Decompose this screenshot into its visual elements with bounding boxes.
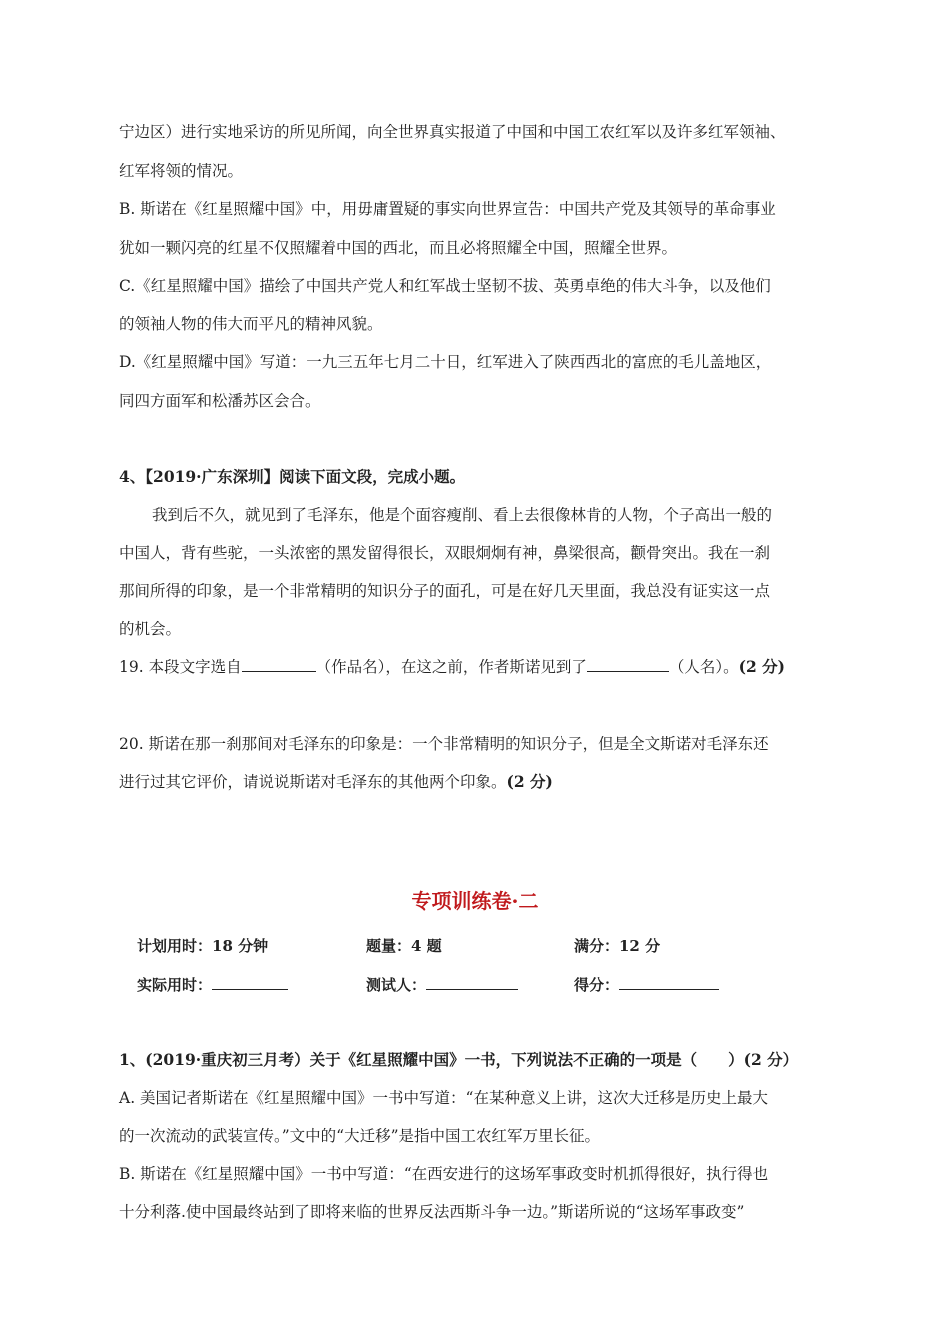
q3-option-d-line1: D.《红星照耀中国》写道：一九三五年七月二十日，红军进入了陕西西北的富庶的毛儿盖地区， xyxy=(119,353,772,371)
q3-option-b-line1: B. 斯诺在《红星照耀中国》中，用毋庸置疑的事实向世界宣告：中国共产党及其领导的革命事业 xyxy=(119,200,776,218)
q20-score: (2 分) xyxy=(506,772,553,791)
tester-label: 测试人： xyxy=(366,976,427,994)
actual-time-blank[interactable] xyxy=(212,975,288,990)
section-title: 专项训练卷·二 xyxy=(411,889,539,913)
q3-option-d-line2: 同四方面军和松潘苏区会合。 xyxy=(119,392,321,410)
q20-line2 xyxy=(119,772,553,792)
q3-option-a-line1: 宁边区）进行实地采访的所见所闻，向全世界真实报道了中国和中国工农红军以及许多红军领袖、 xyxy=(119,123,786,141)
score-row xyxy=(574,975,719,995)
q4-passage-line3: 那间所得的印象，是一个非常精明的知识分子的面孔，可是在好几天里面，我总没有证实这一点 xyxy=(119,582,771,600)
s2-q1-option-b-line2: 十分利落.使中国最终站到了即将来临的世界反法西斯斗争一边。”斯诺所说的“这场军事政变” xyxy=(119,1203,745,1221)
q19-score: (2 分) xyxy=(738,657,785,676)
q4-passage-line4: 的机会。 xyxy=(119,620,182,638)
actual-time-row xyxy=(137,975,288,995)
q19-line xyxy=(119,657,785,677)
s2-q1-option-b-line1: B. 斯诺在《红星照耀中国》一书中写道：“在西安进行的这场军事政变时机抓得很好，执行得也 xyxy=(119,1165,769,1183)
q4-passage-line1: 我到后不久，就见到了毛泽东，他是个面容瘦削、看上去很像林肯的人物，个子高出一般的 xyxy=(152,506,773,524)
q19-text-part1: 19. 本段文字选自 xyxy=(119,658,242,676)
q4-heading: 4、【2019·广东深圳】阅读下面文段，完成小题。 xyxy=(119,467,466,486)
q3-option-a-line2: 红军将领的情况。 xyxy=(119,162,244,180)
q3-option-c-line2: 的领袖人物的伟大而平凡的精神风貌。 xyxy=(119,315,383,333)
q3-option-b-line2: 犹如一颗闪亮的红星不仅照耀着中国的西北，而且必将照耀全中国，照耀全世界。 xyxy=(119,239,678,257)
q20-line1: 20. 斯诺在那一刹那间对毛泽东的印象是：一个非常精明的知识分子，但是全文斯诺对毛泽东还 xyxy=(119,735,769,753)
q20-text: 进行过其它评价，请说说斯诺对毛泽东的其他两个印象。 xyxy=(119,773,507,791)
q4-passage-line2: 中国人，背有些驼，一头浓密的黑发留得很长，双眼炯炯有神，鼻梁很高，颧骨突出。我在一刹 xyxy=(119,544,771,562)
s2-q1-heading: 1、(2019·重庆初三月考）关于《红星照耀中国》一书，下列说法不正确的一项是（ ）(2 分） xyxy=(119,1050,799,1069)
tester-row xyxy=(366,975,518,995)
q19-text-part3: （人名）。 xyxy=(668,658,739,676)
q3-option-c-line1: C.《红星照耀中国》描绘了中国共产党人和红军战士坚韧不拔、英勇卓绝的伟大斗争，以及他们 xyxy=(119,277,771,295)
q19-text-part2: （作品名），在这之前，作者斯诺见到了 xyxy=(315,658,587,676)
s2-q1-option-a-line2: 的一次流动的武装宣传。”文中的“大迁移”是指中国工农红军万里长征。 xyxy=(119,1127,601,1145)
score-label: 得分： xyxy=(574,976,620,994)
q19-blank-work[interactable] xyxy=(242,657,316,672)
tester-blank[interactable] xyxy=(426,975,518,990)
score-blank[interactable] xyxy=(619,975,719,990)
full-score: 满分：12 分 xyxy=(574,937,661,955)
s2-q1-option-a-line1: A. 美国记者斯诺在《红星照耀中国》一书中写道：“在某种意义上讲，这次大迁移是历史上最大 xyxy=(119,1089,768,1107)
question-count: 题量：4 题 xyxy=(366,937,442,955)
planned-time: 计划用时：18 分钟 xyxy=(137,937,269,955)
actual-time-label: 实际用时： xyxy=(137,976,213,994)
q19-blank-person[interactable] xyxy=(587,657,669,672)
